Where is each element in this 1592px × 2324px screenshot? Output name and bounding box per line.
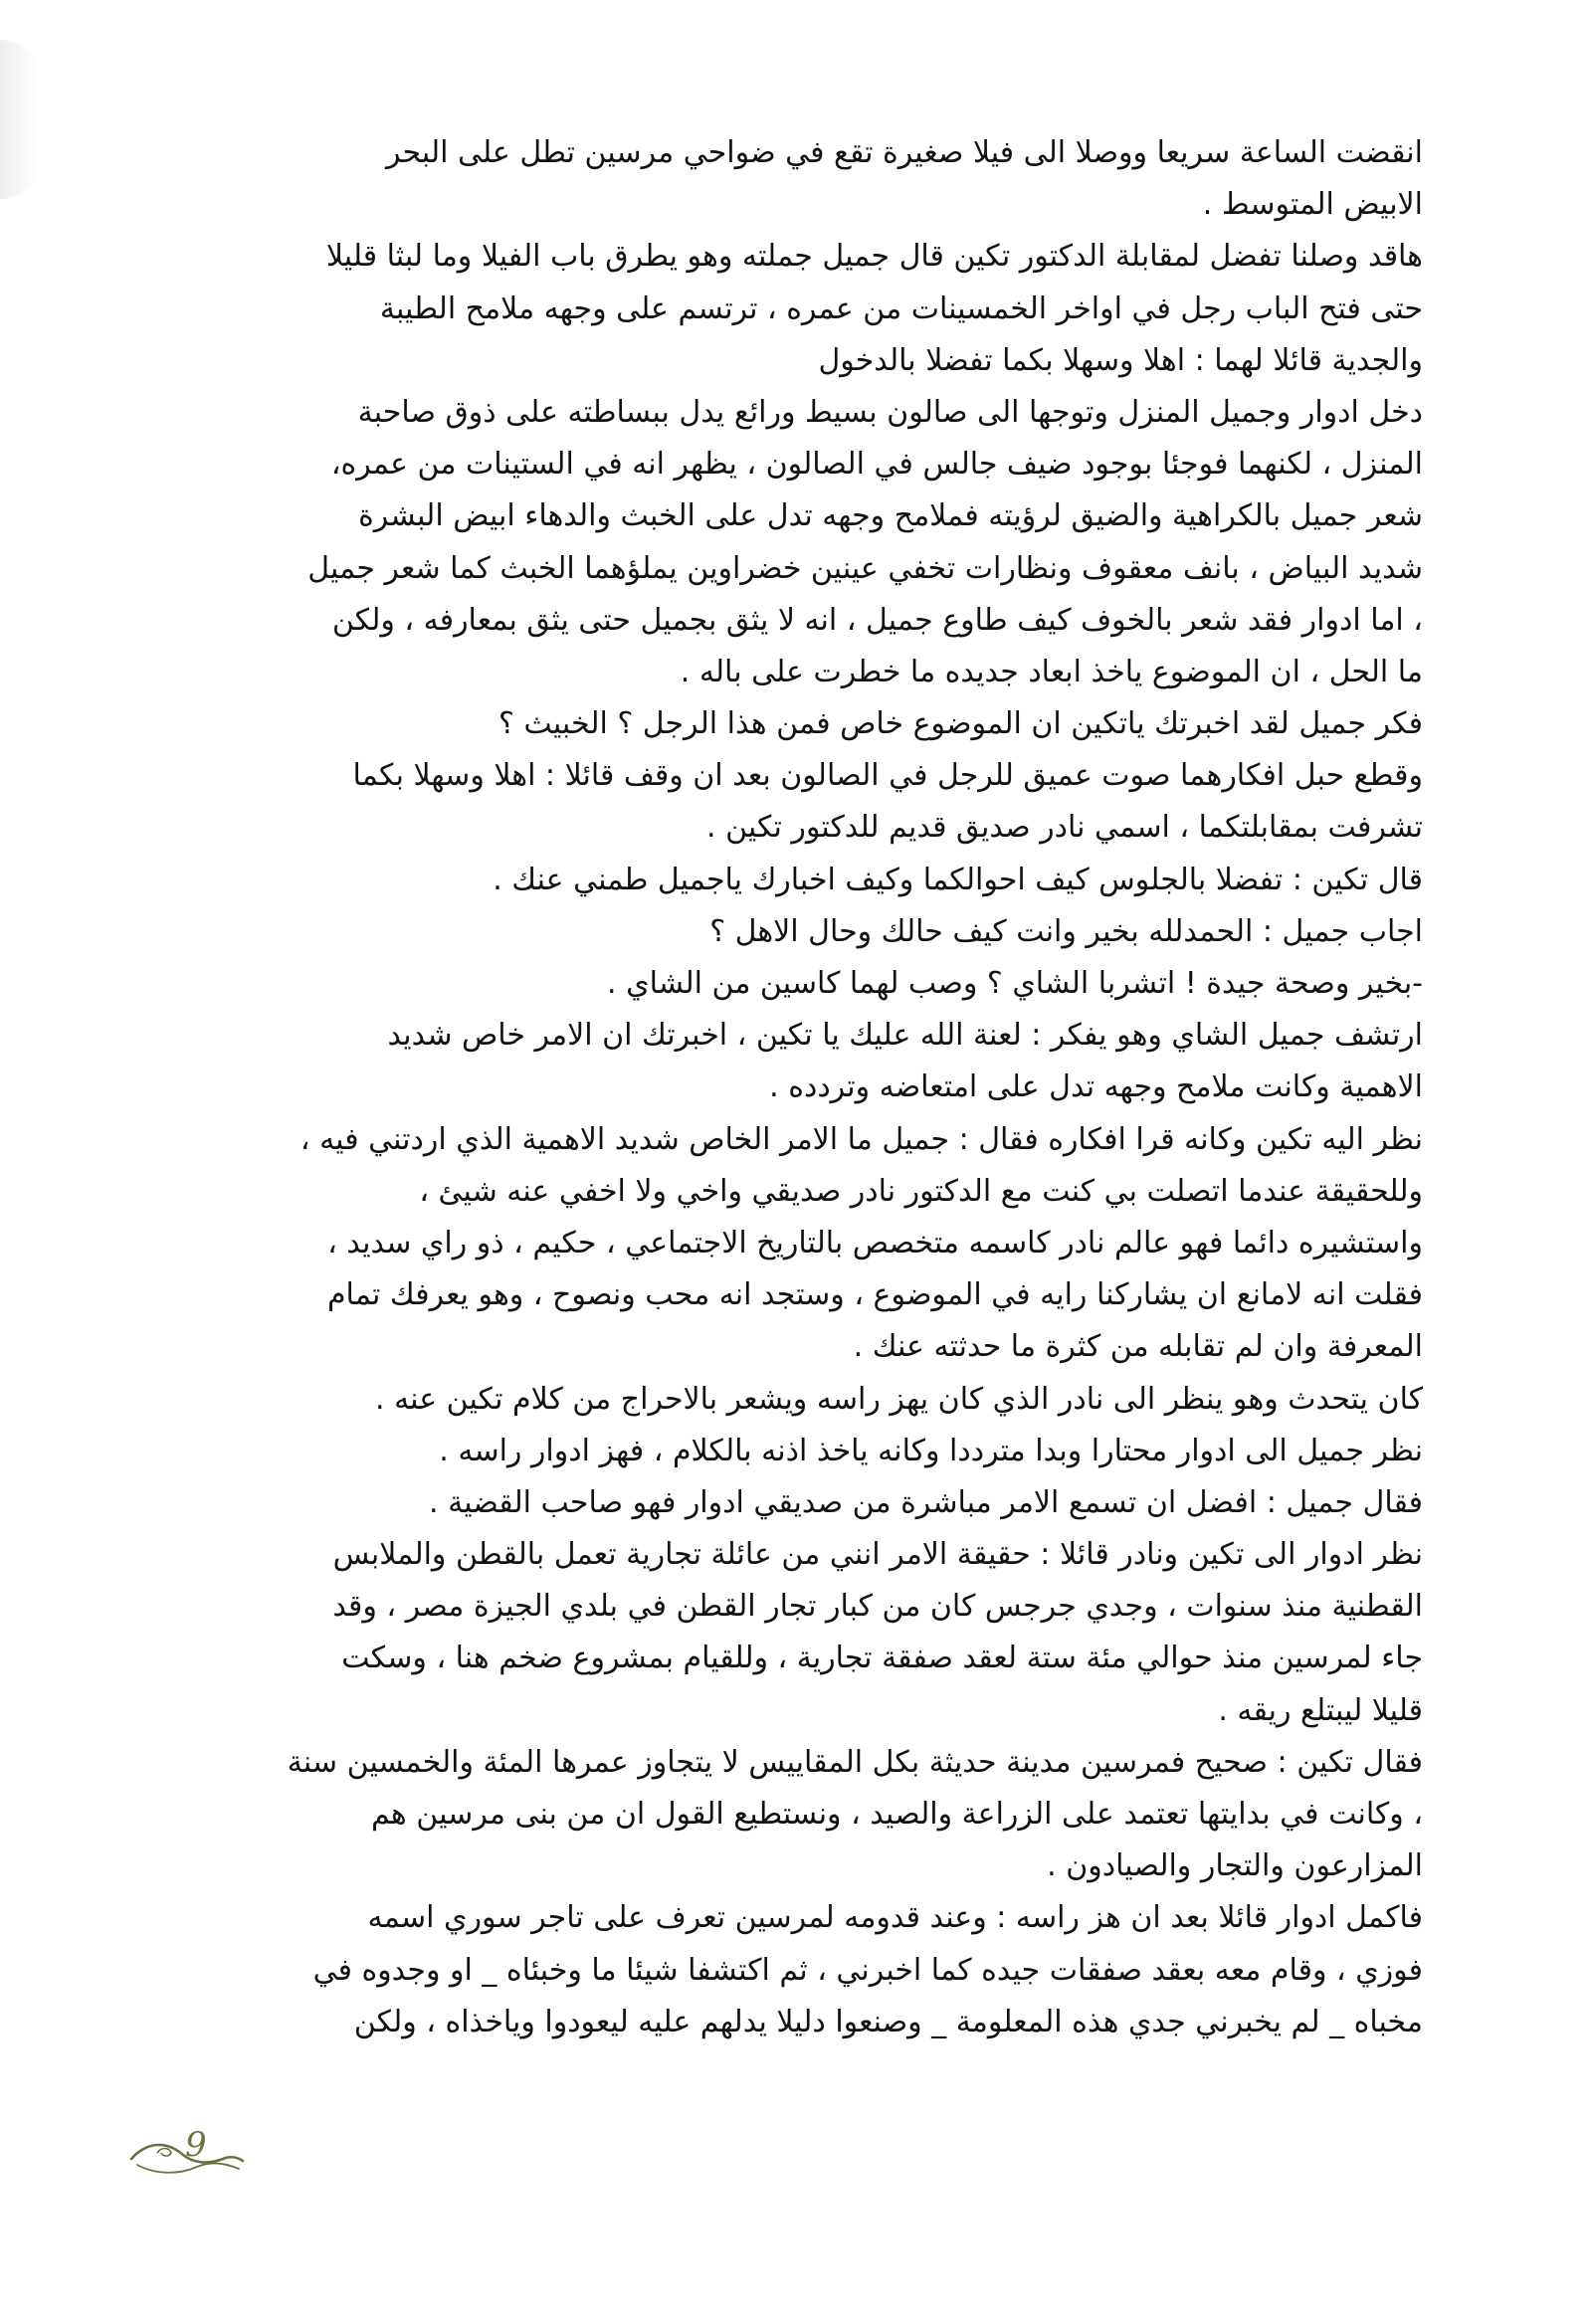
body-text	[199, 127, 1423, 2048]
text-line: فقال جميل : افضل ان تسمع الامر مباشرة من صديقي ادوار فهو صاحب القضية .	[429, 1484, 1423, 1520]
text-line: مخباه _ لم يخبرني جدي هذه المعلومة _ وصنعوا دليلا يدلهم عليه ليعودوا وياخذاه ، ولكن	[353, 2004, 1423, 2039]
text-line: ، اما ادوار فقد شعر بالخوف كيف طاوع جميل ، انه لا يثق بجميل حتى يثق بمعارفه ، ولكن	[331, 602, 1423, 638]
text-line: ، وكانت في بدايتها تعتمد على الزراعة والصيد ، ونستطيع القول ان من بنى مرسين هم	[370, 1797, 1423, 1832]
text-line: نظر جميل الى ادوار محتارا وبدا مترددا وكانه ياخذ اذنه بالكلام ، فهز ادوار راسه .	[439, 1433, 1423, 1468]
text-line: شديد البياض ، بانف معقوف ونظارات تخفي عينين خضراوين يملؤهما الخبث كما شعر جميل	[307, 550, 1423, 586]
text-line: الاهمية وكانت ملامح وجهه تدل على امتعاضه وتردده .	[769, 1069, 1423, 1105]
text-line: نظر اليه تكين وكانه قرا افكاره فقال : جميل ما الامر الخاص شديد الاهمية الذي اردتني فيه ،	[299, 1121, 1423, 1157]
text-line: فقال تكين : صحيح فمرسين مدينة حديثة بكل المقاييس لا يتجاوز عمرها المئة والخمسين سنة	[287, 1744, 1423, 1780]
text-line: وللحقيقة عندما اتصلت بي كنت مع الدكتور نادر صديقي واخي ولا اخفي عنه شيئ ،	[419, 1173, 1423, 1209]
text-line: تشرفت بمقابلتكما ، اسمي نادر صديق قديم للدكتور تكين .	[706, 810, 1423, 846]
page-number: 9	[185, 2125, 207, 2165]
text-line: المعرفة وان لم تقابله من كثرة ما حدثته عنك .	[853, 1329, 1423, 1365]
text-line: وقطع حبل افكارهما صوت عميق للرجل في الصالون بعد ان وقف قائلا : اهلا وسهلا بكما	[352, 758, 1423, 794]
text-line: فكر جميل لقد اخبرتك ياتكين ان الموضوع خاص فمن هذا الرجل ؟ الخبيث ؟	[498, 706, 1423, 742]
text-line: نظر ادوار الى تكين ونادر قائلا : حقيقة الامر انني من عائلة تجارية تعمل بالقطن والملابس	[332, 1537, 1423, 1573]
text-line: قليلا ليبتلع ريقه .	[1218, 1692, 1423, 1728]
text-line: دخل ادوار وجميل المنزل وتوجها الى صالون بسيط ورائع يدل ببساطته على ذوق صاحبة	[357, 394, 1423, 430]
text-line: كان يتحدث وهو ينظر الى نادر الذي كان يهز راسه ويشعر بالاحراج من كلام تكين عنه .	[375, 1381, 1423, 1417]
text-line: الابيض المتوسط .	[1202, 187, 1423, 223]
text-line: فقلت انه لامانع ان يشاركنا رايه في الموضوع ، وستجد انه محب ونصوح ، وهو يعرفك تمام	[326, 1277, 1423, 1313]
text-line: المنزل ، لكنهما فوجئا بوجود ضيف جالس في الصالون ، يظهر انه في الستينات من عمره،	[330, 447, 1423, 483]
text-line: المزارعون والتجار والصيادون .	[1047, 1848, 1423, 1884]
text-line: حتى فتح الباب رجل في اواخر الخمسينات من عمره ، ترتسم على وجهه ملامح الطيبة	[379, 290, 1423, 326]
text-line: انقضت الساعة سريعا ووصلا الى فيلا صغيرة تقع في ضواحي مرسين تطل على البحر	[385, 135, 1423, 170]
text-line: -بخير وصحة جيدة ! اتشربا الشاي ؟ وصب لهما كاسين من الشاي .	[607, 966, 1423, 1001]
text-line: القطنية منذ سنوات ، وجدي جرجس كان من كبار تجار القطن في بلدي الجيزة مصر ، وقد	[332, 1589, 1423, 1625]
text-line: شعر جميل بالكراهية والضيق لرؤيته فملامح وجهه تدل على الخبث والدهاء ابيض البشرة	[358, 498, 1423, 534]
text-line: جاء لمرسين منذ حوالي مئة ستة لعقد صفقة تجارية ، وللقيام بمشروع ضخم هنا ، وسكت	[341, 1641, 1423, 1676]
text-line: اجاب جميل : الحمدلله بخير وانت كيف حالك وحال الاهل ؟	[709, 913, 1423, 949]
text-line: ما الحل ، ان الموضوع ياخذ ابعاد جديده ما خطرت على باله .	[680, 654, 1423, 689]
text-line: فوزي ، وقام معه بعقد صفقات جيده كما اخبرني ، ثم اكتشفا شيئا ما وخبئاه _ او وجدوه في	[312, 1952, 1423, 1988]
text-line: ارتشف جميل الشاي وهو يفكر : لعنة الله عليك يا تكين ، اخبرتك ان الامر خاص شديد	[387, 1018, 1423, 1054]
page-edge-shadow	[0, 40, 40, 199]
text-line: هاقد وصلنا تفضل لمقابلة الدكتور تكين قال جميل جملته وهو يطرق باب الفيلا وما لبثا قليلا	[325, 239, 1423, 275]
text-line: فاكمل ادوار قائلا بعد ان هز راسه : وعند قدومه لمرسين تعرف على تاجر سوري اسمه	[367, 1900, 1423, 1936]
text-line: واستشيره دائما فهو عالم نادر كاسمه متخصص بالتاريخ الاجتماعي ، حكيم ، ذو راي سديد ،	[327, 1225, 1423, 1260]
text-line: قال تكين : تفضلا بالجلوس كيف احوالكما وكيف اخبارك ياجميل طمني عنك .	[493, 862, 1423, 897]
text-line: والجدية قائلا لهما : اهلا وسهلا بكما تفضلا بالدخول	[818, 342, 1423, 378]
